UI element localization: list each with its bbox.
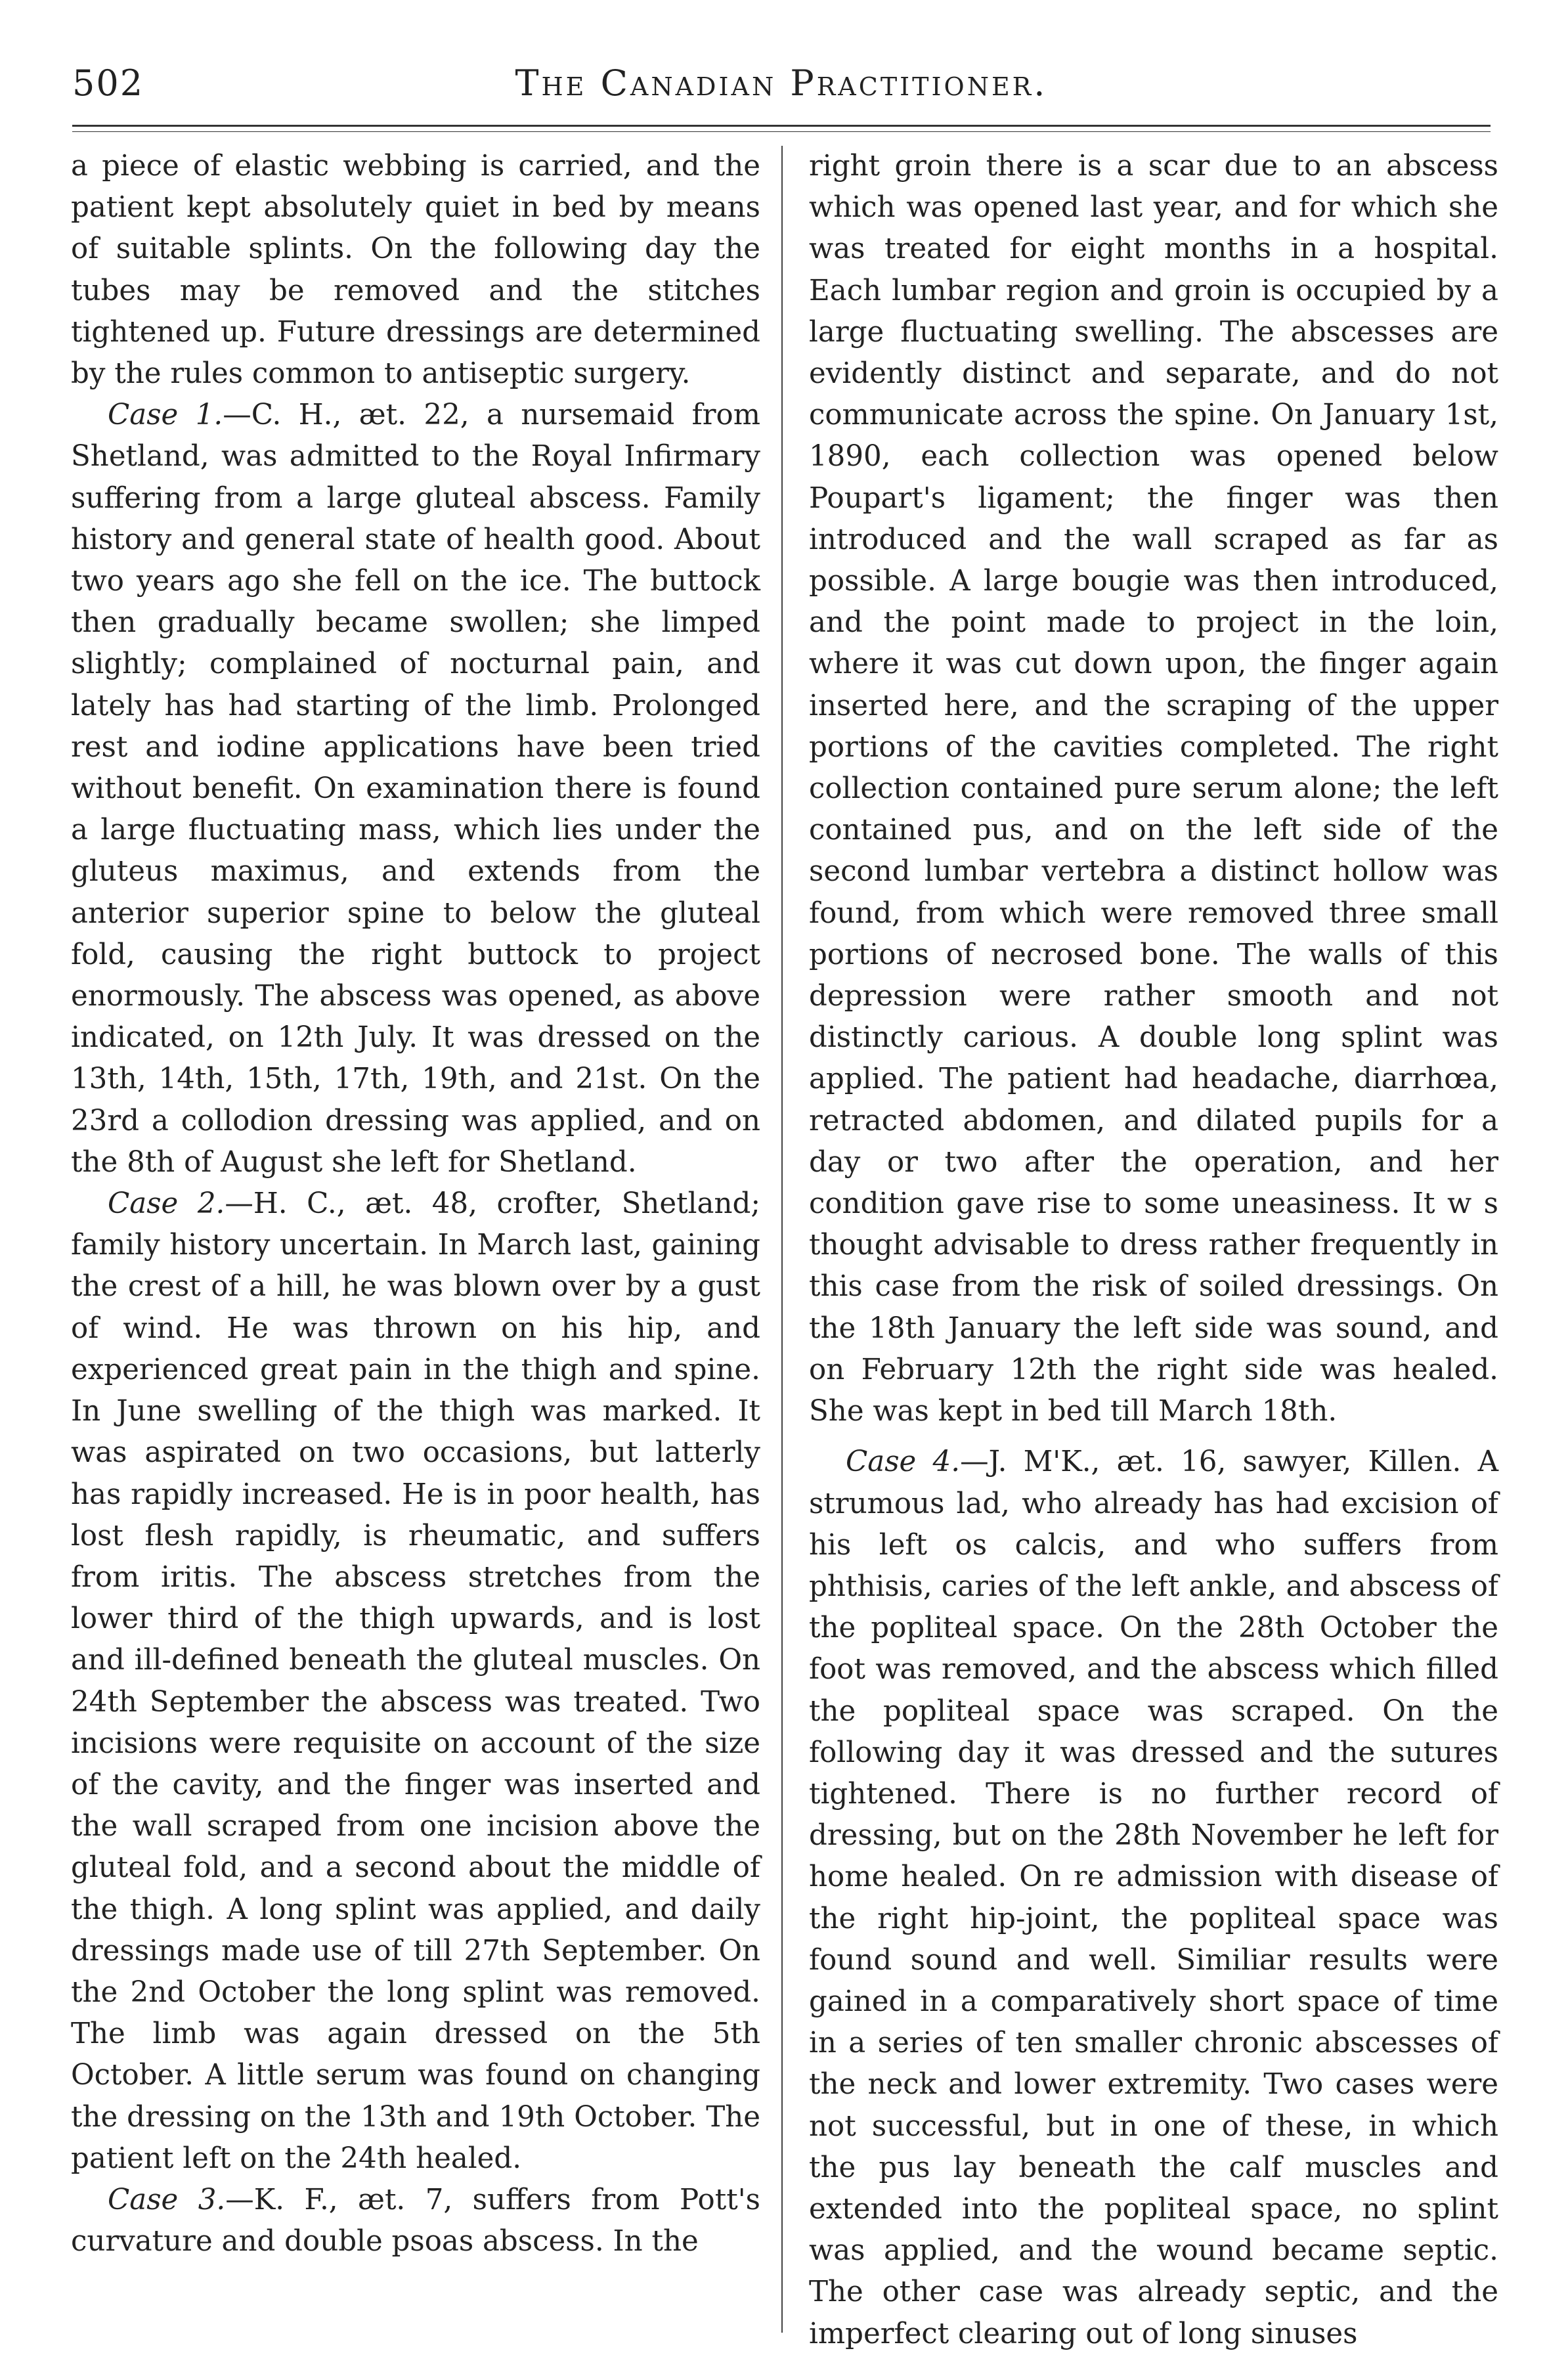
- case-4-paragraph: [809, 1442, 1498, 2354]
- case-4-text: —J. M'K., æt. 16, sawyer, Killen. A strumous lad, who already has had excision of his left os calcis, and who suffers from phthisis, caries of the left ankle, and abscess of the popliteal space. On the 28th October the foot was removed, and the abscess which filled the popliteal space was scraped. On the following day it was dressed and the sutures tightened. There is no further record of dressing, but on the 28th November he left for home healed. On re admission with disease of the right hip-joint, the popliteal space was found sound and well. Similiar results were gained in a comparatively short space of time in a series of ten smaller chronic abscesses of the neck and lower extremity. Two cases were not successful, but in one of these, in which the pus lay beneath the calf muscles and extended into the popliteal space, no splint was applied, and the wound became septic. The other case was already septic, and the imperfect clearing out of long sinuses: [809, 1445, 1498, 2350]
- column-divider: [781, 146, 783, 2333]
- case-3-continued: right groin there is a scar due to an abscess which was opened last year, and for which she was treated for eight months in a hospital. Each lumbar region and groin is occupied by a large fluctuating swelling. The abscesses are evidently distinct and separate, and do not communicate across the spine. On January 1st, 1890, each collection was opened below Poupart's ligament; the finger was then introduced and the wall scraped as far as possible. A large bougie was then introduced, and the point made to project in the loin, where it was cut down upon, the finger again inserted here, and the scraping of the upper portions of the cavities completed. The right collection contained pure serum alone; the left contained pus, and on the left side of the second lumbar vertebra a distinct hollow was found, from which were removed three small portions of necrosed bone. The walls of this depression were rather smooth and not distinctly carious. A double long splint was applied. The patient had headache, diarrhœa, retracted abdomen, and dilated pupils for a day or two after the operation, and her condition gave rise to some uneasiness. It w s thought advisable to dress rather frequently in this case from the risk of soiled dressings. On the 18th January the left side was sound, and on February 12th the right side was healed. She was kept in bed till March 18th.: [809, 150, 1498, 1428]
- journal-title: The Canadian Practitioner.: [515, 62, 1048, 104]
- case-3-paragraph: [71, 2180, 760, 2262]
- header-rule: [72, 125, 1491, 127]
- running-header: [72, 62, 1491, 115]
- paragraph-continued: a piece of elastic webbing is carried, and the patient kept absolutely quiet in bed by means of suitable splints. On the following day the tubes may be removed and the stitches tightened up. Future dressings are determined by the rules common to antiseptic surgery.: [71, 150, 760, 391]
- right-column: [809, 146, 1498, 2355]
- page-number: 502: [72, 62, 144, 104]
- case-1-paragraph: [71, 395, 760, 1183]
- case-3-text: —K. F., æt. 7, suffers from Pott's curvature and double psoas abscess. In the: [71, 2183, 760, 2258]
- left-column: [71, 146, 760, 2262]
- case-1-label: Case 1.: [108, 399, 223, 432]
- header-rule-thin: [72, 131, 1491, 132]
- case-2-paragraph: [71, 1183, 760, 2180]
- case-2-text: —H. C., æt. 48, crofter, Shetland; family history uncertain. In March last, gaining the crest of a hill, he was blown over by a gust of wind. He was thrown on his hip, and experienced great pain in the thigh and spine. In June swelling of the thigh was marked. It was aspirated on two occasions, but latterly has rapidly increased. He is in poor health, has lost flesh rapidly, is rheumatic, and suffers from iritis. The abscess stretches from the lower third of the thigh upwards, and is lost and ill-defined beneath the gluteal muscles. On 24th September the abscess was treated. Two incisions were requisite on account of the size of the cavity, and the finger was inserted and the wall scraped from one incision above the gluteal fold, and a second about the middle of the thigh. A long splint was applied, and daily dressings made use of till 27th September. On the 2nd October the long splint was removed. The limb was again dressed on the 5th October. A little serum was found on changing the dressing on the 13th and 19th October. The patient left on the 24th healed.: [71, 1187, 760, 2175]
- case-2-label: Case 2.: [108, 1187, 225, 1221]
- case-3-label: Case 3.: [108, 2183, 226, 2216]
- case-1-text: —C. H., æt. 22, a nursemaid from Shetland, was admitted to the Royal Infirmary suffering from a large gluteal abscess. Family history and general state of health good. About two years ago she fell on the ice. The buttock then gradually became swollen; she limped slightly; complained of nocturnal pain, and lately has had starting of the limb. Prolonged rest and iodine applications have been tried without benefit. On examination there is found a large fluctuating mass, which lies under the gluteus maximus, and extends from the anterior superior spine to below the gluteal fold, causing the right buttock to project enormously. The abscess was opened, as above indicated, on 12th July. It was dressed on the 13th, 14th, 15th, 17th, 19th, and 21st. On the 23rd a collodion dressing was applied, and on the 8th of August she left for Shetland.: [71, 399, 760, 1179]
- case-4-label: Case 4.: [846, 1445, 961, 1479]
